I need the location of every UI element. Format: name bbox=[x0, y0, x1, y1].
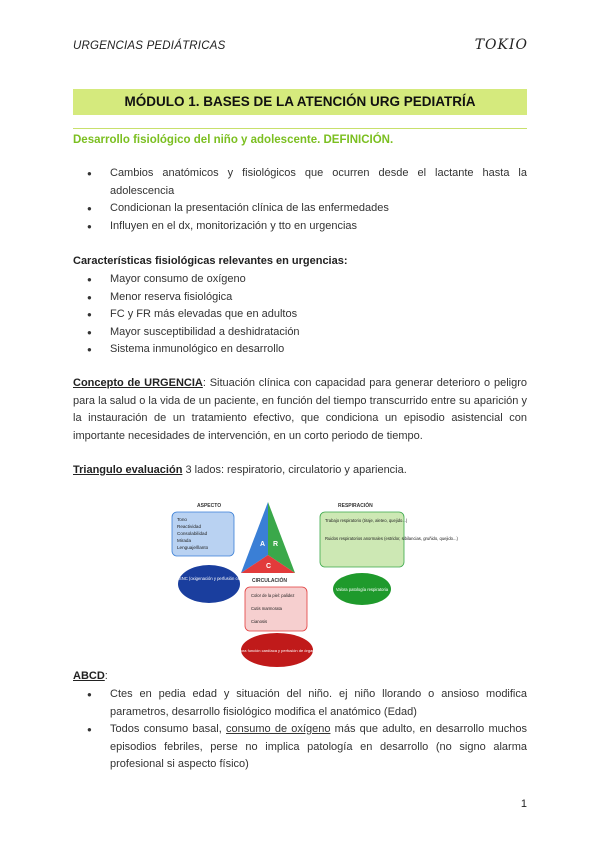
aspecto-oval bbox=[178, 565, 240, 603]
aspecto-title: ASPECTO bbox=[197, 503, 222, 509]
circulacion-item: Cutis marmorata bbox=[251, 606, 282, 611]
letter-a: A bbox=[260, 541, 266, 548]
circulacion-item: Color de la piel: palidez bbox=[251, 593, 295, 598]
aspecto-item: Reactividad bbox=[177, 524, 202, 529]
aspecto-oval-text: Valora SNC (oxigenación y perfusión cerebral) bbox=[165, 576, 253, 581]
respiracion-oval-text: Valora patología respiratoria bbox=[335, 587, 389, 592]
respiracion-item: Trabajo respiratorio (tiraje, aleteo, quejido...) bbox=[325, 518, 408, 523]
triangulo-paragraph bbox=[73, 462, 527, 480]
respiracion-item: Ruidos respiratorios anormales (estridor, sibilancias, gruñido, quejido...) bbox=[325, 536, 458, 541]
caracteristicas-list bbox=[73, 271, 527, 359]
triangle-diagram bbox=[160, 497, 458, 672]
abcd-list bbox=[73, 686, 527, 774]
abcd-underlined: consumo de oxígeno bbox=[226, 723, 331, 735]
caracteristicas-heading: Características fisiológicas relevantes en urgencias: bbox=[73, 255, 348, 267]
abcd-suffix: : bbox=[104, 670, 108, 682]
triangulo-text: 3 lados: respiratorio, circulatorio y apariencia. bbox=[182, 464, 407, 476]
definition-list bbox=[73, 165, 527, 235]
abcd-label: ABCD bbox=[73, 670, 105, 682]
section-subheading: Desarrollo fisiológico del niño y adolescente. DEFINICIÓN. bbox=[73, 134, 394, 146]
section-rule bbox=[73, 128, 527, 129]
header-right: TOKIO bbox=[474, 37, 528, 53]
concepto-label: Concepto de URGENCIA bbox=[73, 377, 203, 389]
header-left: URGENCIAS PEDIÁTRICAS bbox=[73, 40, 226, 52]
letter-c: C bbox=[266, 563, 272, 570]
abcd-pre: Todos consumo basal, bbox=[110, 723, 226, 735]
list-item: ● FC y FR más elevadas que en adultos bbox=[73, 306, 527, 324]
list-item: ● Sistema inmunológico en desarrollo bbox=[73, 341, 527, 359]
list-item bbox=[73, 721, 527, 774]
aspecto-item: Mirada bbox=[177, 538, 192, 543]
letter-r: R bbox=[273, 541, 279, 548]
concepto-text: : Situación clínica con capacidad para generar deterioro o peligro para la salud o la vida de un paciente, en función del tiempo transcurrido entre su aparición y la instauración de un tratamiento efectivo, que condiciona un episodio asistencial con importante necesidades de intervención, en un corto periodo de tiempo. bbox=[73, 377, 527, 442]
list-item: ● Mayor consumo de oxígeno bbox=[73, 271, 527, 289]
list-item: ● Ctes en pedia edad y situación del niño. ej niño llorando o ansioso modifica parametros, desarrollo fisiológico modifica el anatómico (Edad) bbox=[73, 686, 527, 721]
abcd-heading bbox=[73, 668, 527, 686]
concepto-paragraph bbox=[73, 375, 527, 445]
circulacion-oval-text: Valora función cardíaca y perfusión de órganos bbox=[235, 648, 319, 653]
circulacion-title: CIRCULACIÓN bbox=[252, 578, 287, 584]
abcd-post: más que adulto, en desarrollo muchos episodios febriles, perse no implica patología en desarrollo (no signo alarma profesional si aspecto físico) bbox=[110, 723, 527, 770]
list-item: ● Cambios anatómicos y fisiológicos que ocurren desde el lactante hasta la adolescencia bbox=[73, 165, 527, 200]
list-item: ● Influyen en el dx, monitorización y tto en urgencias bbox=[73, 218, 527, 236]
page-number: 1 bbox=[520, 798, 527, 810]
triangulo-label: Triangulo evaluación bbox=[73, 464, 183, 476]
list-item: ● Condicionan la presentación clínica de las enfermedades bbox=[73, 200, 527, 218]
aspecto-item: Consolabilidad bbox=[177, 531, 208, 536]
page-title: MÓDULO 1. BASES DE LA ATENCIÓN URG PEDIATRÍA bbox=[124, 94, 476, 109]
aspecto-item: Lenguaje/llanto bbox=[177, 545, 209, 550]
aspecto-item: Tono bbox=[177, 517, 187, 522]
list-item: ● Menor reserva fisiológica bbox=[73, 289, 527, 307]
list-item: ● Mayor susceptibilidad a deshidratación bbox=[73, 324, 527, 342]
respiracion-title: RESPIRACIÓN bbox=[338, 503, 373, 509]
circulacion-item: Cianosis bbox=[251, 619, 268, 624]
